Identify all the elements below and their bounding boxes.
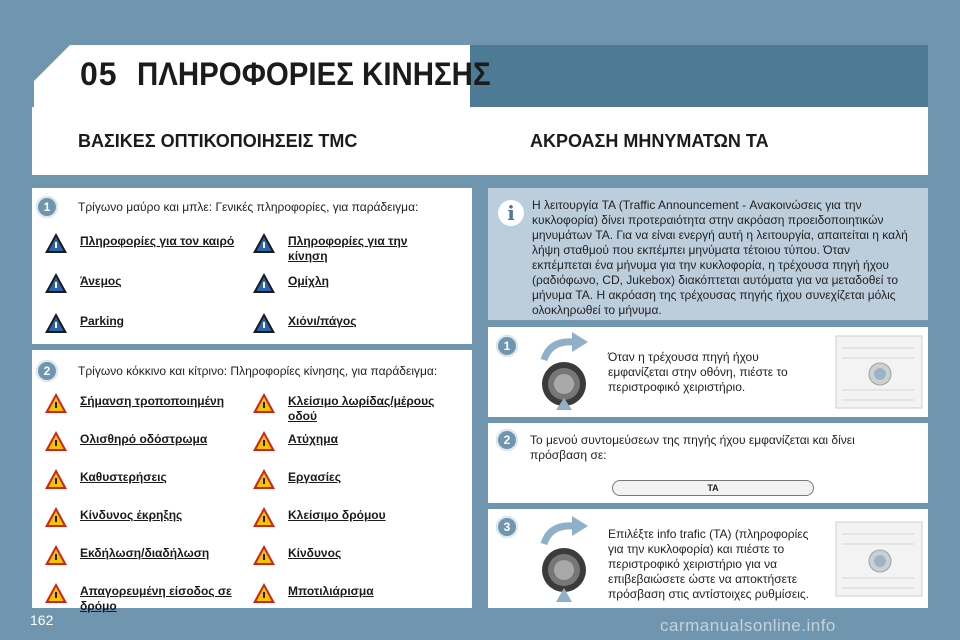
weather-triangle-icon (44, 232, 68, 254)
ta-menu-item[interactable]: TA (612, 480, 814, 496)
fog-triangle-icon (252, 272, 276, 294)
list-item-label: Καθυστερήσεις (80, 470, 167, 484)
header-background (470, 45, 928, 107)
roadworks-triangle-icon (252, 468, 276, 490)
parking-triangle-icon (44, 312, 68, 334)
section-2-badge: 2 (36, 360, 58, 382)
accident-triangle-icon (252, 430, 276, 452)
danger-triangle-icon (252, 544, 276, 566)
step-2-text: Το μενού συντομεύσεων της πηγής ήχου εμφανίζεται και δίνει πρόσβαση σε: (530, 433, 855, 462)
road-closed-triangle-icon (252, 506, 276, 528)
step-3-badge: 3 (496, 516, 518, 538)
list-item-label: Ατύχημα (288, 432, 338, 446)
list-item-label: Κίνδυνος έκρηξης (80, 508, 183, 522)
watermark: carmanualsonline.info (660, 616, 836, 635)
list-item-label: Κίνδυνος (288, 546, 342, 560)
info-text: Η λειτουργία TA (Traffic Announcement - Ανακοινώσεις για την κυκλοφορία) δίνει προτεραιότητα στην ακρόαση προειδοποιητικών μηνυμάτων TA. Για να είναι ενεργή αυτή η λειτουργία, απαιτείται η καλή λήψη σταθμού που εκπέμπει μηνύματα τέτοιου τύπου. Όταν εκπέμπεται ένα μήνυμα για την κυκλοφορία, η τρέχουσα πηγή ήχου (ραδιόφωνο, CD, Jukebox) διακόπτεται αυτόματα για να μεταδοθεί το μήνυμα TA. Η ακρόαση της τρέχουσας πηγής ήχου συνεχίζεται μόλις ολοκληρωθεί το μήνυμα. (532, 198, 908, 317)
right-section-title: ΑΚΡΟΑΣΗ ΜΗΝΥΜΑΤΩΝ TA (530, 131, 769, 151)
list-item-label: Ομίχλη (288, 274, 329, 288)
list-item-label: Parking (80, 314, 125, 328)
list-item-label: Χιόνι/πάγος (288, 314, 357, 328)
list-item-label: Απαγορευμένη είσοδος σε δρόμο (80, 584, 232, 613)
chapter-title: ΠΛΗΡΟΦΟΡΙΕΣ ΚΙΝΗΣΗΣ (137, 56, 491, 92)
section-2-intro: Τρίγωνο κόκκινο και κίτρινο: Πληροφορίες κίνησης, για παράδειγμα: (78, 364, 438, 378)
radio-panel-illustration (834, 332, 924, 412)
list-item-label: Πληροφορίες για την κίνηση (288, 234, 408, 263)
section-1-badge: 1 (36, 196, 58, 218)
info-icon: i (498, 200, 524, 226)
list-item-label: Κλείσιμο δρόμου (288, 508, 386, 522)
chapter-number: 05 (80, 56, 118, 92)
rotary-knob-turn-press-icon (530, 514, 602, 606)
explosion-risk-triangle-icon (44, 506, 68, 528)
list-item-label: Πληροφορίες για τον καιρό (80, 234, 235, 248)
step-1-badge: 1 (496, 335, 518, 357)
rotary-knob-press-icon (530, 330, 602, 414)
page-number: 162 (30, 612, 54, 628)
list-item-label: Κλείσιμο λωρίδας/μέρους οδού (288, 394, 435, 423)
list-item-label: Εργασίες (288, 470, 341, 484)
list-item-label: Εκδήλωση/διαδήλωση (80, 546, 210, 560)
list-item-label: Ολισθηρό οδόστρωμα (80, 432, 208, 446)
radio-panel-illustration (834, 518, 924, 600)
list-item-label: Μποτιλιάρισμα (288, 584, 374, 598)
left-section-title: ΒΑΣΙΚΕΣ ΟΠΤΙΚΟΠΟΙΗΣΕΙΣ TMC (78, 131, 358, 151)
section-1-intro: Τρίγωνο μαύρο και μπλε: Γενικές πληροφορίες, για παράδειγμα: (78, 200, 419, 214)
snow-triangle-icon (252, 312, 276, 334)
list-item-label: Άνεμος (80, 274, 122, 288)
no-entry-triangle-icon (44, 582, 68, 604)
wind-triangle-icon (44, 272, 68, 294)
traffic-info-triangle-icon (252, 232, 276, 254)
slippery-road-triangle-icon (44, 430, 68, 452)
step-3-text: Επιλέξτε info trafic (TA) (πληροφορίες για την κυκλοφορία) και πιέστε το περιστροφικό χειριστήριο για να επιβεβαιώσετε ώστε να αποκτήσετε πρόσβαση στις αντίστοιχες ρυθμίσεις. (608, 527, 809, 601)
list-item-label: Σήμανση τροποποιημένη (80, 394, 225, 408)
signal-change-triangle-icon (44, 392, 68, 414)
delays-triangle-icon (44, 468, 68, 490)
event-triangle-icon (44, 544, 68, 566)
step-1-text: Όταν η τρέχουσα πηγή ήχου εμφανίζεται στην οθόνη, πιέστε το περιστροφικό χειριστήριο. (608, 350, 788, 394)
lane-closure-triangle-icon (252, 392, 276, 414)
traffic-jam-triangle-icon (252, 582, 276, 604)
step-2-badge: 2 (496, 429, 518, 451)
